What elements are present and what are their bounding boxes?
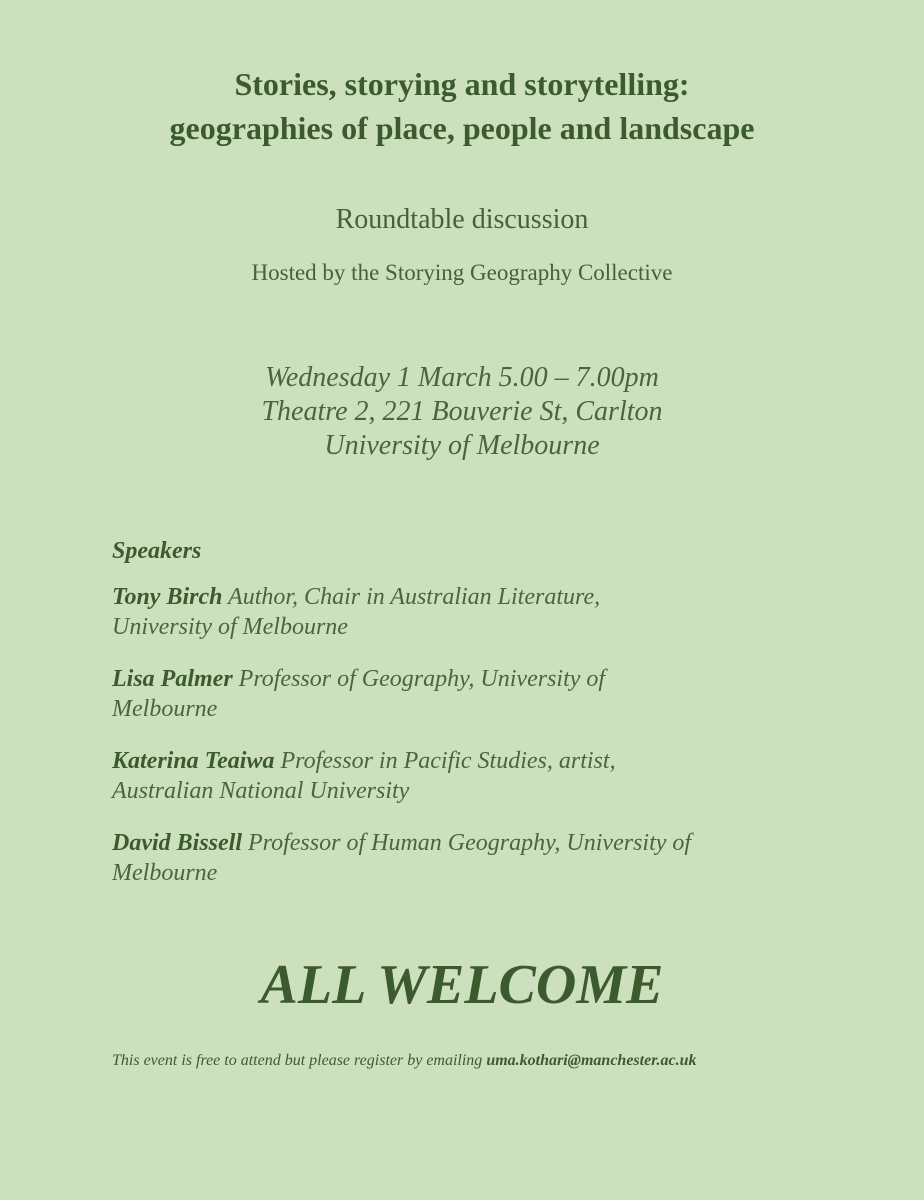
event-venue: Theatre 2, 221 Bouverie St, Carlton [261, 396, 663, 427]
event-title-line-2: geographies of place, people and landscape [169, 110, 755, 146]
speaker-role: Professor in Pacific Studies, artist, [274, 748, 616, 774]
speaker-affiliation: Melbourne [112, 696, 218, 722]
speaker-affiliation: University of Melbourne [112, 614, 348, 640]
speaker-entry [112, 582, 832, 642]
host-line: Hosted by the Storying Geography Collective [251, 260, 673, 285]
registration-email: uma.kothari@manchester.ac.uk [486, 1052, 697, 1069]
event-title [0, 62, 924, 150]
speaker-name: Tony Birch [112, 584, 223, 610]
speaker-entry [112, 746, 832, 806]
event-institution: University of Melbourne [324, 430, 600, 461]
event-details [0, 361, 924, 463]
speaker-role: Professor of Human Geography, University of [242, 830, 692, 856]
speaker-affiliation: Australian National University [112, 778, 410, 804]
event-title-line-1: Stories, storying and storytelling: [234, 66, 690, 102]
speaker-name: Lisa Palmer [112, 666, 233, 692]
speakers-section [112, 536, 832, 910]
speaker-role: Author, Chair in Australian Literature, [222, 584, 601, 610]
speakers-heading: Speakers [112, 538, 202, 564]
event-datetime: Wednesday 1 March 5.00 – 7.00pm [265, 362, 659, 393]
registration-text: This event is free to attend but please register by emailing [112, 1052, 487, 1069]
speaker-affiliation: Melbourne [112, 860, 218, 886]
speaker-name: Katerina Teaiwa [112, 748, 275, 774]
registration-note [112, 1050, 697, 1072]
speaker-role: Professor of Geography, University of [232, 666, 606, 692]
all-welcome-banner: ALL WELCOME [260, 954, 664, 1016]
speaker-entry [112, 664, 832, 724]
speaker-name: David Bissell [112, 830, 242, 856]
event-subtitle: Roundtable discussion [335, 204, 589, 235]
speaker-entry [112, 828, 832, 888]
